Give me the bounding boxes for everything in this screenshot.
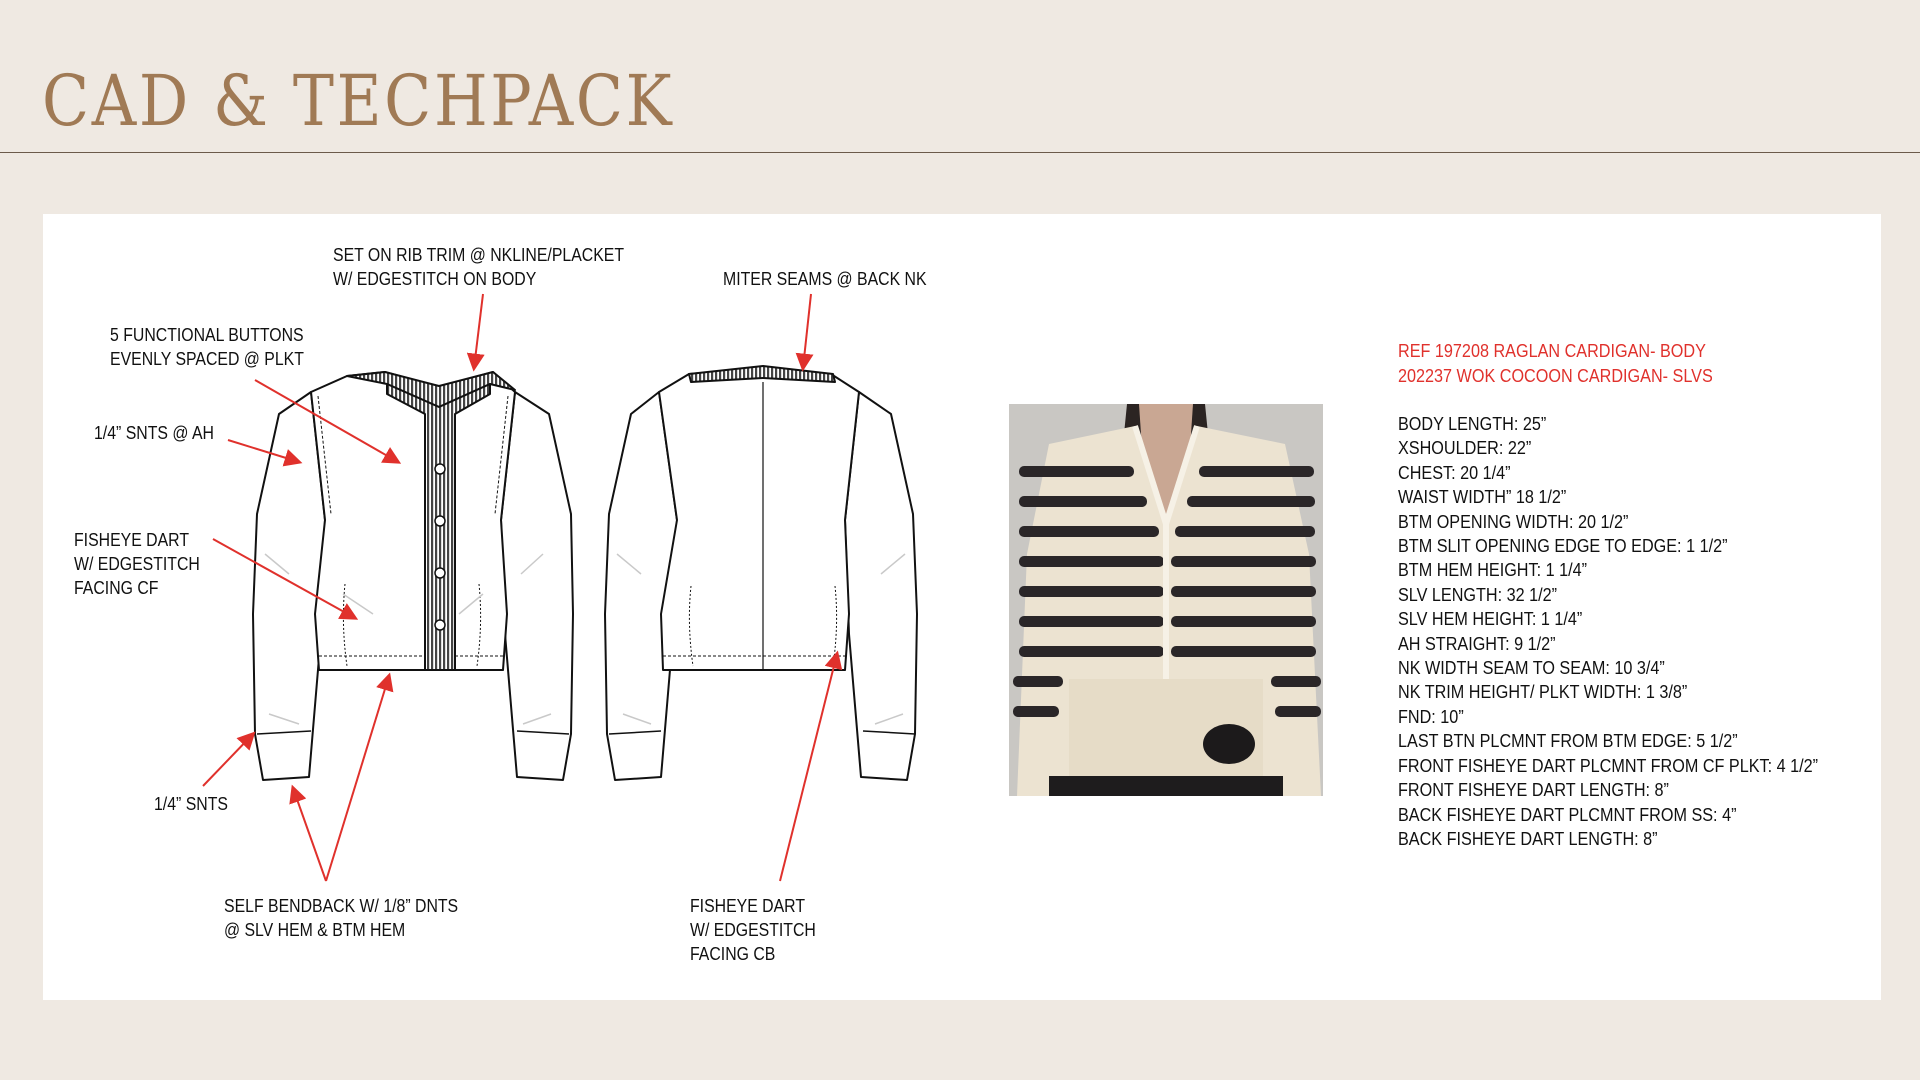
back-flat xyxy=(605,366,917,780)
spec-item: XSHOULDER: 22” xyxy=(1398,438,1532,459)
front-flat xyxy=(253,372,573,780)
button-2 xyxy=(435,516,445,526)
spec-item: WAIST WIDTH” 18 1/2” xyxy=(1398,487,1567,508)
front-right-sleeve xyxy=(501,392,573,780)
front-body xyxy=(311,372,515,670)
spec-item: BTM SLIT OPENING EDGE TO EDGE: 1 1/2” xyxy=(1398,536,1728,557)
callout-fisheye-front: FISHEYE DART W/ EDGESTITCH FACING CF xyxy=(74,530,200,598)
spec-item: NK TRIM HEIGHT/ PLKT WIDTH: 1 3/8” xyxy=(1398,682,1688,703)
spec-item: SLV LENGTH: 32 1/2” xyxy=(1398,584,1558,605)
button-4 xyxy=(435,620,445,630)
reference-line-2: 202237 WOK COCOON CARDIGAN- SLVS xyxy=(1398,365,1713,386)
spec-item: FRONT FISHEYE DART PLCMNT FROM CF PLKT: 4 1/2” xyxy=(1398,755,1819,776)
spec-item: CHEST: 20 1/4” xyxy=(1398,462,1511,483)
spec-item: NK WIDTH SEAM TO SEAM: 10 3/4” xyxy=(1398,658,1665,679)
spec-item: FND: 10” xyxy=(1398,706,1464,727)
spec-sheet xyxy=(1398,339,1865,851)
title-divider xyxy=(0,152,1920,153)
measurement-list xyxy=(1398,412,1865,851)
button-1 xyxy=(435,464,445,474)
spec-item: FRONT FISHEYE DART LENGTH: 8” xyxy=(1398,780,1669,801)
striped-cardigan-illustration xyxy=(1009,404,1323,796)
callout-bendback: SELF BENDBACK W/ 1/8” DNTS @ SLV HEM & BTM HEM xyxy=(224,896,459,940)
reference-line-1: REF 197208 RAGLAN CARDIGAN- BODY xyxy=(1398,341,1706,361)
callout-fisheye-back: FISHEYE DART W/ EDGESTITCH FACING CB xyxy=(690,896,816,964)
callout-miter-seams: MITER SEAMS @ BACK NK xyxy=(723,269,927,289)
button-3 xyxy=(435,568,445,578)
spec-item: BACK FISHEYE DART PLCMNT FROM SS: 4” xyxy=(1398,804,1737,825)
spec-item: AH STRAIGHT: 9 1/2” xyxy=(1398,633,1556,654)
spec-item: SLV HEM HEIGHT: 1 1/4” xyxy=(1398,609,1583,630)
callout-functional-buttons: 5 FUNCTIONAL BUTTONS EVENLY SPACED @ PLKT xyxy=(110,325,304,369)
back-body xyxy=(659,368,859,670)
callout-snts-ah: 1/4” SNTS @ AH xyxy=(94,423,214,443)
page-title: CAD & TECHPACK xyxy=(42,60,675,142)
spec-item: BACK FISHEYE DART LENGTH: 8” xyxy=(1398,828,1658,849)
callout-snts: 1/4” SNTS xyxy=(154,794,228,814)
reference-photo xyxy=(1009,404,1323,796)
techpack-card xyxy=(43,214,1881,1000)
spec-item: BODY LENGTH: 25” xyxy=(1398,414,1547,434)
spec-item: LAST BTN PLCMNT FROM BTM EDGE: 5 1/2” xyxy=(1398,731,1738,752)
callout-rib-trim: SET ON RIB TRIM @ NKLINE/PLACKET W/ EDGESTITCH ON BODY xyxy=(333,245,625,289)
spec-item: BTM OPENING WIDTH: 20 1/2” xyxy=(1398,511,1629,532)
spec-item: BTM HEM HEIGHT: 1 1/4” xyxy=(1398,560,1588,581)
